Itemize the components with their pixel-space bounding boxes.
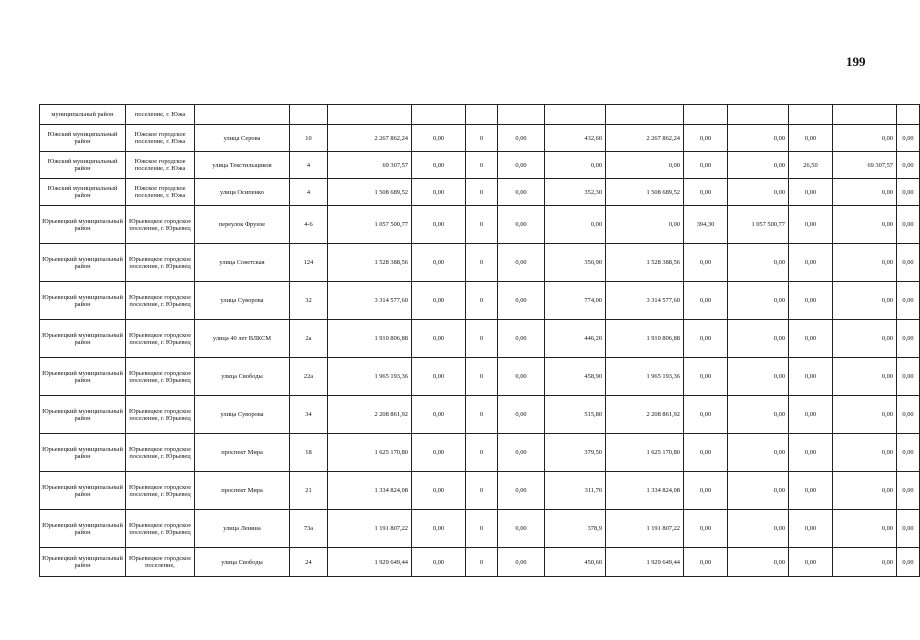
cell-area-3: 0,00: [789, 320, 833, 358]
cell-cost-2: 0,00: [728, 320, 789, 358]
cell-settlement: Южское городское поселение, г. Южа: [126, 152, 195, 179]
cell-cost-3: 0,00: [833, 434, 897, 472]
cell-area-3: 0,00: [789, 358, 833, 396]
cell-area-3: 0,00: [789, 510, 833, 548]
cell-col-g: 0: [466, 244, 498, 282]
cell-col-f: [412, 105, 466, 125]
cell-col-f: 0,00: [412, 320, 466, 358]
cell-col-h: 0,00: [498, 358, 545, 396]
cell-cost-3: 0,00: [833, 179, 897, 206]
register-table: [39, 104, 920, 577]
cell-cost-b: 1 334 824,08: [606, 472, 684, 510]
cell-cost-3: 0,00: [833, 282, 897, 320]
cell-col-last: 0,00: [897, 206, 920, 244]
cell-col-f: 0,00: [412, 206, 466, 244]
cell-cost-b: 0,00: [606, 152, 684, 179]
table-row: [40, 125, 920, 152]
cell-col-last: 0,00: [897, 358, 920, 396]
cell-house: 32: [290, 282, 328, 320]
cell-col-h: 0,00: [498, 320, 545, 358]
cell-cost-2: 0,00: [728, 244, 789, 282]
cell-col-g: 0: [466, 206, 498, 244]
cell-col-last: 0,00: [897, 320, 920, 358]
cell-col-h: 0,00: [498, 510, 545, 548]
cell-col-h: 0,00: [498, 125, 545, 152]
cell-col-g: 0: [466, 434, 498, 472]
cell-area-3: 0,00: [789, 244, 833, 282]
cell-cost-3: 0,00: [833, 244, 897, 282]
cell-col-last: 0,00: [897, 510, 920, 548]
cell-house: 34: [290, 396, 328, 434]
cell-total-cost: 1 057 500,77: [328, 206, 412, 244]
cell-settlement: Юрьевецкое городское поселение, г. Юрьевец: [126, 510, 195, 548]
cell-cost-b: 1 191 807,22: [606, 510, 684, 548]
cell-cost-2: 0,00: [728, 358, 789, 396]
table-row: [40, 206, 920, 244]
cell-col-f: 0,00: [412, 179, 466, 206]
cell-area-3: 0,00: [789, 396, 833, 434]
cell-district: Юрьевецкий муниципальный район: [40, 244, 126, 282]
cell-cost-b: [606, 105, 684, 125]
cell-col-f: 0,00: [412, 510, 466, 548]
cell-col-g: 0: [466, 510, 498, 548]
table-row: [40, 152, 920, 179]
cell-area: 352,30: [545, 179, 606, 206]
cell-area-2: 0,00: [684, 244, 728, 282]
cell-house: 4: [290, 179, 328, 206]
cell-total-cost: 1 965 193,36: [328, 358, 412, 396]
cell-col-g: 0: [466, 472, 498, 510]
cell-col-g: 0: [466, 548, 498, 577]
cell-cost-b: 3 314 577,60: [606, 282, 684, 320]
cell-street: улица Осипенко: [195, 179, 290, 206]
cell-area-2: 0,00: [684, 152, 728, 179]
cell-area-3: 0,00: [789, 206, 833, 244]
cell-area-3: 0,00: [789, 472, 833, 510]
cell-district: Юрьевецкий муниципальный район: [40, 396, 126, 434]
cell-house: 73а: [290, 510, 328, 548]
cell-col-last: 0,00: [897, 548, 920, 577]
cell-street: проспект Мира: [195, 472, 290, 510]
cell-settlement: Юрьевецкое городское поселение,: [126, 548, 195, 577]
cell-cost-3: 0,00: [833, 125, 897, 152]
cell-total-cost: 3 314 577,60: [328, 282, 412, 320]
cell-total-cost: 1 929 649,44: [328, 548, 412, 577]
cell-col-last: 0,00: [897, 152, 920, 179]
cell-area-3: 0,00: [789, 179, 833, 206]
cell-cost-2: 0,00: [728, 179, 789, 206]
cell-area-2: 0,00: [684, 282, 728, 320]
cell-settlement: Юрьевецкое городское поселение, г. Юрьевец: [126, 206, 195, 244]
cell-settlement: Юрьевецкое городское поселение, г. Юрьевец: [126, 282, 195, 320]
cell-total-cost: 1 625 170,80: [328, 434, 412, 472]
cell-col-g: 0: [466, 282, 498, 320]
table-row: [40, 358, 920, 396]
cell-total-cost: 2 208 861,92: [328, 396, 412, 434]
cell-settlement: Юрьевецкое городское поселение, г. Юрьевец: [126, 358, 195, 396]
cell-area: 458,90: [545, 358, 606, 396]
cell-district: Юрьевецкий муниципальный район: [40, 282, 126, 320]
cell-col-h: 0,00: [498, 396, 545, 434]
cell-area-3: 26,50: [789, 152, 833, 179]
cell-cost-3: 0,00: [833, 548, 897, 577]
cell-cost-3: 0,00: [833, 358, 897, 396]
cell-district: Юрьевецкий муниципальный район: [40, 358, 126, 396]
cell-settlement: Юрьевецкое городское поселение, г. Юрьевец: [126, 472, 195, 510]
cell-cost-2: [728, 105, 789, 125]
cell-col-f: 0,00: [412, 548, 466, 577]
cell-area-2: 394,30: [684, 206, 728, 244]
cell-district: Юрьевецкий муниципальный район: [40, 320, 126, 358]
cell-cost-2: 0,00: [728, 472, 789, 510]
table-row: [40, 434, 920, 472]
cell-street: улица 40 лет ВЛКСМ: [195, 320, 290, 358]
cell-col-f: 0,00: [412, 244, 466, 282]
cell-col-last: 0,00: [897, 396, 920, 434]
cell-area-2: 0,00: [684, 179, 728, 206]
table-body: [40, 105, 920, 577]
cell-col-g: 0: [466, 152, 498, 179]
cell-total-cost: 1 191 807,22: [328, 510, 412, 548]
cell-street: переулок Фрунзе: [195, 206, 290, 244]
cell-col-g: 0: [466, 125, 498, 152]
cell-col-g: 0: [466, 358, 498, 396]
cell-district: Юрьевецкий муниципальный район: [40, 510, 126, 548]
cell-area-2: 0,00: [684, 396, 728, 434]
cell-cost-b: 1 528 388,56: [606, 244, 684, 282]
cell-cost-3: 0,00: [833, 396, 897, 434]
cell-area-3: [789, 105, 833, 125]
cell-cost-3: 0,00: [833, 472, 897, 510]
table-row: [40, 510, 920, 548]
cell-cost-3: [833, 105, 897, 125]
cell-area: 378,9: [545, 510, 606, 548]
cell-col-f: 0,00: [412, 396, 466, 434]
cell-area-2: 0,00: [684, 434, 728, 472]
table-row: [40, 548, 920, 577]
cell-house: 4: [290, 152, 328, 179]
cell-street: улица Советская: [195, 244, 290, 282]
cell-total-cost: 1 528 388,56: [328, 244, 412, 282]
cell-col-h: 0,00: [498, 244, 545, 282]
cell-house: 4-6: [290, 206, 328, 244]
cell-district: муниципальный район: [40, 105, 126, 125]
table-row: [40, 472, 920, 510]
cell-district: Юрьевецкий муниципальный район: [40, 206, 126, 244]
cell-house: 18: [290, 434, 328, 472]
cell-col-h: 0,00: [498, 152, 545, 179]
cell-street: улица Свободы: [195, 358, 290, 396]
cell-cost-b: 2 208 861,92: [606, 396, 684, 434]
cell-settlement: поселение, г. Южа: [126, 105, 195, 125]
cell-total-cost: 2 267 862,24: [328, 125, 412, 152]
cell-area-2: [684, 105, 728, 125]
cell-area: 774,00: [545, 282, 606, 320]
cell-total-cost: 1 334 824,08: [328, 472, 412, 510]
cell-house: 2а: [290, 320, 328, 358]
cell-col-f: 0,00: [412, 282, 466, 320]
cell-street: улица Серова: [195, 125, 290, 152]
cell-cost-2: 1 057 500,77: [728, 206, 789, 244]
cell-col-h: 0,00: [498, 282, 545, 320]
cell-area: 450,60: [545, 548, 606, 577]
table-row: [40, 179, 920, 206]
cell-settlement: Южское городское поселение, г. Южа: [126, 125, 195, 152]
cell-area-3: 0,00: [789, 125, 833, 152]
cell-col-last: 0,00: [897, 434, 920, 472]
cell-col-g: [466, 105, 498, 125]
cell-area-3: 0,00: [789, 434, 833, 472]
cell-col-last: 0,00: [897, 125, 920, 152]
page-number: 199: [846, 54, 866, 69]
cell-total-cost: [328, 105, 412, 125]
cell-total-cost: 1 910 806,88: [328, 320, 412, 358]
cell-col-h: 0,00: [498, 434, 545, 472]
cell-col-last: [897, 105, 920, 125]
cell-street: проспект Мира: [195, 434, 290, 472]
cell-col-h: 0,00: [498, 179, 545, 206]
cell-area: 0,00: [545, 206, 606, 244]
cell-district: Юрьевецкий муниципальный район: [40, 548, 126, 577]
cell-house: 22а: [290, 358, 328, 396]
cell-col-h: [498, 105, 545, 125]
cell-area-2: 0,00: [684, 472, 728, 510]
cell-settlement: Юрьевецкое городское поселение, г. Юрьевец: [126, 396, 195, 434]
cell-street: [195, 105, 290, 125]
cell-col-last: 0,00: [897, 472, 920, 510]
cell-settlement: Южское городское поселение, г. Южа: [126, 179, 195, 206]
cell-area: 515,80: [545, 396, 606, 434]
cell-district: Южский муниципальный район: [40, 179, 126, 206]
cell-col-g: 0: [466, 179, 498, 206]
cell-district: Южский муниципальный район: [40, 125, 126, 152]
cell-col-h: 0,00: [498, 206, 545, 244]
cell-cost-b: 1 910 806,88: [606, 320, 684, 358]
cell-house: 10: [290, 125, 328, 152]
cell-cost-2: 0,00: [728, 396, 789, 434]
cell-street: улица Текстильщиков: [195, 152, 290, 179]
cell-cost-3: 69 307,57: [833, 152, 897, 179]
cell-settlement: Юрьевецкое городское поселение, г. Юрьевец: [126, 320, 195, 358]
cell-street: улица Свободы: [195, 548, 290, 577]
cell-area-2: 0,00: [684, 358, 728, 396]
cell-settlement: Юрьевецкое городское поселение, г. Юрьевец: [126, 244, 195, 282]
cell-col-last: 0,00: [897, 282, 920, 320]
cell-cost-2: 0,00: [728, 434, 789, 472]
table-row: [40, 244, 920, 282]
cell-area: 0,00: [545, 152, 606, 179]
cell-house: 24: [290, 548, 328, 577]
cell-col-h: 0,00: [498, 548, 545, 577]
cell-cost-2: 0,00: [728, 510, 789, 548]
table-row: [40, 396, 920, 434]
cell-cost-3: 0,00: [833, 320, 897, 358]
cell-area: 446,20: [545, 320, 606, 358]
cell-area-2: 0,00: [684, 548, 728, 577]
cell-cost-2: 0,00: [728, 152, 789, 179]
cell-total-cost: 1 508 689,52: [328, 179, 412, 206]
cell-cost-b: 0,00: [606, 206, 684, 244]
table-row: [40, 320, 920, 358]
cell-cost-3: 0,00: [833, 510, 897, 548]
cell-area-2: 0,00: [684, 125, 728, 152]
cell-settlement: Юрьевецкое городское поселение, г. Юрьевец: [126, 434, 195, 472]
cell-col-last: 0,00: [897, 179, 920, 206]
table-row: [40, 105, 920, 125]
cell-cost-2: 0,00: [728, 548, 789, 577]
table-row: [40, 282, 920, 320]
cell-cost-b: 1 625 170,80: [606, 434, 684, 472]
cell-area: 432,60: [545, 125, 606, 152]
cell-district: Южский муниципальный район: [40, 152, 126, 179]
cell-cost-b: 1 965 193,36: [606, 358, 684, 396]
cell-house: 124: [290, 244, 328, 282]
cell-street: улица Ленина: [195, 510, 290, 548]
cell-cost-3: 0,00: [833, 206, 897, 244]
cell-cost-2: 0,00: [728, 282, 789, 320]
cell-district: Юрьевецкий муниципальный район: [40, 434, 126, 472]
cell-house: [290, 105, 328, 125]
cell-area: [545, 105, 606, 125]
cell-col-g: 0: [466, 320, 498, 358]
cell-col-f: 0,00: [412, 152, 466, 179]
cell-total-cost: 69 307,57: [328, 152, 412, 179]
cell-col-f: 0,00: [412, 472, 466, 510]
cell-cost-b: 2 267 862,24: [606, 125, 684, 152]
cell-house: 21: [290, 472, 328, 510]
cell-area-2: 0,00: [684, 320, 728, 358]
cell-area: 311,70: [545, 472, 606, 510]
cell-col-g: 0: [466, 396, 498, 434]
cell-cost-2: 0,00: [728, 125, 789, 152]
cell-area-2: 0,00: [684, 510, 728, 548]
cell-area-3: 0,00: [789, 282, 833, 320]
cell-area: 356,90: [545, 244, 606, 282]
cell-cost-b: 1 508 689,52: [606, 179, 684, 206]
cell-col-f: 0,00: [412, 434, 466, 472]
cell-street: улица Суворова: [195, 282, 290, 320]
cell-col-h: 0,00: [498, 472, 545, 510]
cell-col-f: 0,00: [412, 125, 466, 152]
cell-col-f: 0,00: [412, 358, 466, 396]
cell-street: улица Суворова: [195, 396, 290, 434]
cell-area-3: 0,00: [789, 548, 833, 577]
cell-district: Юрьевецкий муниципальный район: [40, 472, 126, 510]
cell-cost-b: 1 929 649,44: [606, 548, 684, 577]
cell-area: 379,50: [545, 434, 606, 472]
cell-col-last: 0,00: [897, 244, 920, 282]
